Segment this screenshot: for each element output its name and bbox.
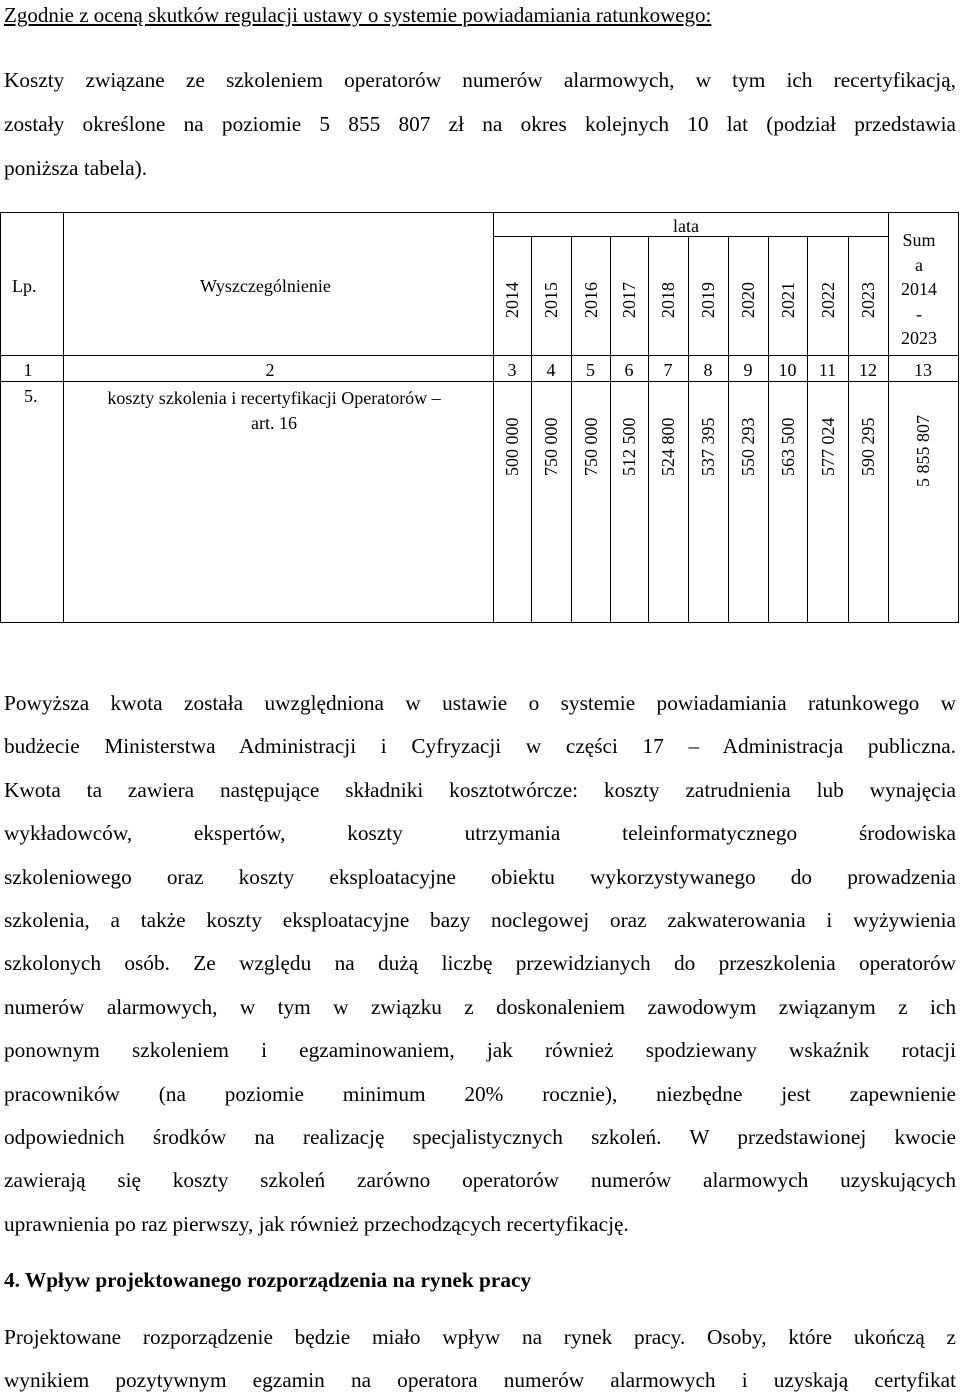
header-year: 2020 xyxy=(738,282,758,318)
table-rule-column-numbers xyxy=(0,381,959,382)
row-value: 590 295 xyxy=(858,417,878,476)
closing-line: wynikiem pozytywnym egzamin na operatora numerów alarmowych i uzyskają certyfikat xyxy=(4,1368,956,1393)
table-column-rule xyxy=(958,212,959,622)
table-column-rule xyxy=(848,236,849,622)
header-year: 2019 xyxy=(698,282,718,318)
header-year: 2022 xyxy=(817,282,838,318)
row-value: 750 000 xyxy=(580,417,601,476)
document-heading: Zgodnie z oceną skutków regulacji ustawy o systemie powiadamiania ratunkowego: xyxy=(4,3,712,27)
row-description-line: koszty szkolenia i recertyfikacji Operatorów – xyxy=(107,388,441,408)
column-number: 11 xyxy=(818,360,837,380)
row-lp: 5. xyxy=(24,386,38,406)
header-sum-line: Sum xyxy=(902,230,936,250)
column-number: 10 xyxy=(778,360,797,380)
row-value: 563 500 xyxy=(777,417,798,476)
table-column-rule xyxy=(688,236,689,622)
intro-line: zostały określone na poziomie 5 855 807 zł na okres kolejnych 10 lat (podział przedstawia xyxy=(4,112,956,136)
body-line: numerów alarmowych, w tym w związku z doskonaleniem zawodowym związanym z ich xyxy=(4,994,956,1019)
intro-paragraph xyxy=(4,58,956,190)
body-line: Kwota ta zawiera następujące składniki kosztotwórcze: koszty zatrudnienia lub wynajęcia xyxy=(4,777,956,802)
header-year: 2023 xyxy=(858,282,878,318)
header-year: 2014 xyxy=(502,282,522,318)
closing-paragraph xyxy=(4,1316,956,1396)
column-number: 2 xyxy=(265,360,275,380)
row-value: 512 500 xyxy=(619,417,639,476)
row-value: 500 000 xyxy=(502,417,522,476)
table-column-rule xyxy=(0,212,1,622)
section-heading: 4. Wpływ projektowanego rozporządzenia na rynek pracy xyxy=(4,1268,532,1292)
header-sum-line: 2014 xyxy=(901,279,937,299)
column-number: 13 xyxy=(914,360,932,380)
header-sum-line: a xyxy=(915,254,923,275)
header-year: 2021 xyxy=(777,282,798,318)
body-line: budżecie Ministerstwa Administracji i Cyfryzacji w części 17 – Administracja publiczna. xyxy=(4,734,956,759)
body-line: ponownym szkoleniem i egzaminowaniem, jak również spodziewany wskaźnik rotacji xyxy=(4,1038,956,1063)
table-column-rule xyxy=(571,236,572,622)
body-line: uprawnienia po raz pierwszy, jak również przechodzących recertyfikację. xyxy=(4,1211,629,1236)
column-number: 5 xyxy=(586,360,595,380)
table-border-bottom xyxy=(0,622,959,623)
body-line: odpowiednich środków na realizację specjalistycznych szkoleń. W przedstawionej kwocie xyxy=(4,1125,956,1150)
table-column-rule xyxy=(888,212,889,622)
body-line: pracowników (na poziomie minimum 20% rocznie), niezbędne jest zapewnienie xyxy=(4,1081,956,1106)
row-value: 750 000 xyxy=(541,417,561,476)
column-number: 9 xyxy=(743,360,753,380)
intro-line: Koszty związane ze szkoleniem operatorów numerów alarmowych, w tym ich recertyfikacją, xyxy=(4,68,956,92)
header-year: 2018 xyxy=(658,282,678,318)
header-description: Wyszczególnienie xyxy=(200,276,331,296)
header-year: 2016 xyxy=(580,282,601,318)
column-number: 1 xyxy=(23,360,33,380)
table-column-rule xyxy=(63,212,64,622)
body-line: szkolonych osób. Ze względu na dużą liczbę przewidzianych do przeszkolenia operatorów xyxy=(4,951,956,976)
body-line: Powyższa kwota została uwzględniona w ustawie o systemie powiadamiania ratunkowego w xyxy=(4,691,956,715)
table-column-rule xyxy=(768,236,769,622)
header-lp: Lp. xyxy=(12,276,37,296)
row-value: 524 800 xyxy=(658,417,678,476)
body-line: szkoleniowego oraz koszty eksploatacyjne obiektu wykorzystywanego do prowadzenia xyxy=(4,864,956,889)
column-number: 7 xyxy=(663,360,673,380)
column-number: 8 xyxy=(703,360,713,380)
table-rule-header xyxy=(0,355,959,356)
row-value: 577 024 xyxy=(817,417,838,476)
column-number: 6 xyxy=(624,360,634,380)
column-number: 4 xyxy=(546,360,556,380)
table-border-top xyxy=(0,212,959,213)
table-column-rule xyxy=(728,236,729,622)
row-sum: 5 855 807 xyxy=(913,415,933,487)
body-line: wykładowców, ekspertów, koszty utrzymania teleinformatycznego środowiska xyxy=(4,821,956,846)
body-line: szkolenia, a także koszty eksploatacyjne bazy noclegowej oraz zakwaterowania i wyżywienia xyxy=(4,908,956,933)
table-rule-years-group xyxy=(493,236,888,237)
row-description-line: art. 16 xyxy=(251,413,297,433)
table-column-rule xyxy=(531,236,532,622)
table-column-rule xyxy=(648,236,649,622)
header-year: 2017 xyxy=(619,282,639,318)
row-value: 550 293 xyxy=(738,417,758,476)
header-sum-line: 2023 xyxy=(901,328,937,348)
header-years-group: lata xyxy=(673,216,699,236)
header-year: 2015 xyxy=(541,282,561,318)
header-sum-line: - xyxy=(916,303,922,324)
column-number: 12 xyxy=(859,360,877,380)
table-column-rule xyxy=(610,236,611,622)
header-sum xyxy=(893,228,945,351)
column-number: 3 xyxy=(507,360,517,380)
closing-line: Projektowane rozporządzenie będzie miało wpływ na rynek pracy. Osoby, które ukończą z xyxy=(4,1325,956,1349)
row-value: 537 395 xyxy=(698,417,718,476)
intro-line: poniższa tabela). xyxy=(4,156,148,180)
table-column-rule xyxy=(807,236,808,622)
row-description xyxy=(68,386,480,436)
body-line: zawierają się koszty szkoleń zarówno operatorów numerów alarmowych uzyskujących xyxy=(4,1168,956,1193)
table-column-rule xyxy=(493,212,494,622)
body-paragraph xyxy=(4,682,956,1246)
